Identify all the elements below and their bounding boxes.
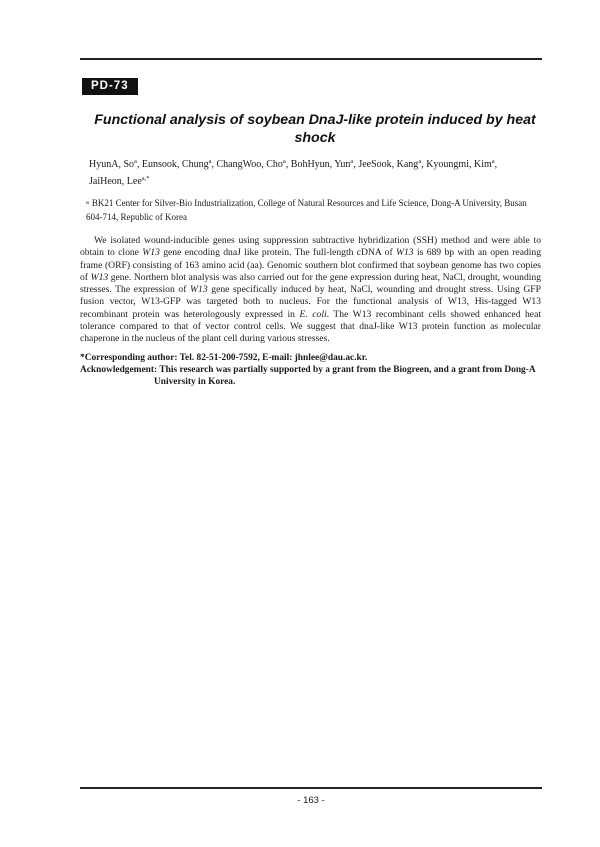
abstract: We isolated wound-inducible genes using suppression subtractive hybridization (SSH) method and were able to obtain to clone W13 gene encoding dnaJ like protein. The full-length cDNA of W13 is 689 bp with an open reading frame (ORF) consisting of 163 amino acid (aa). Genomic southern blot confirmed that soybean genome has two copies of W13 gene. Northern blot analysis was also carried out for the gene expression during heat, NaCl, drought, wounding stresses. The expression of W13 gene specifically induced by heat, NaCl, wounding and drought stress. Using GFP fusion vector, W13-GFP was targeted both to nucleus. For the functional analysis of W13, His-tagged W13 recombinant protein was heterologously expressed in E. coli. The W13 recombinant cells showed enhanced heat tolerance compared to that of vector control cells. We suggest that dnaJ-like W13 protein function as molecular chaperone in the nucleus of the plant cell during various stresses. [80, 235, 542, 345]
author-name: HyunA, So [89, 159, 135, 170]
italic-term: W13 [90, 271, 109, 283]
author [426, 159, 494, 170]
author-name: Eunsook, Chung [141, 159, 209, 170]
author-name: Kyoungmi, Kim [426, 159, 492, 170]
author-affiliation-marker: a [134, 158, 137, 165]
page-number: - 163 - [297, 795, 325, 806]
acknowledgement-label: Acknowledgement: [80, 365, 158, 375]
affiliation-text: BK21 Center for Silver-Bio Industrialization, College of Natural Resources and Life Science, Dong-A University, Busan 604-714, Republic of Korea [86, 198, 527, 222]
author [358, 159, 421, 170]
author-affiliation-marker: a [418, 158, 422, 165]
author [291, 159, 354, 170]
author-affiliation-marker: a [350, 158, 354, 165]
author-name: ChangWoo, Cho [216, 159, 283, 170]
acknowledgement [80, 364, 550, 388]
author [89, 176, 150, 187]
affiliation [86, 196, 541, 224]
session-badge: PD-73 [82, 78, 138, 95]
bottom-rule [80, 787, 542, 789]
italic-term: W13 [142, 247, 160, 259]
acknowledgement-text-line1: This research was partially supported by a grant from the Biogreen, and a grant from Dong-A [159, 365, 536, 375]
acknowledgement-text-line2: University in Korea. [154, 377, 236, 387]
author-name: JaiHeon, Lee [89, 176, 142, 187]
author-name: BohHyun, Yun [290, 159, 351, 170]
author [89, 159, 137, 170]
affiliation-marker: a [86, 199, 89, 206]
paper-title: Functional analysis of soybean DnaJ-like protein induced by heat shock [94, 112, 536, 146]
author-affiliation-marker: a [282, 158, 286, 165]
corresponding-author: *Corresponding author: Tel. 82-51-200-7592, E-mail: jhnlee@dau.ac.kr. [80, 353, 368, 363]
author [216, 159, 285, 170]
author-list: HyunA, So$^a$, Eunsook, Chung$^a$, ChangWoo, Cho$^a$, BohHyun, Yun$^a$, JeeSook, Kang$^a$, Kyoungmi, Kim$^a$, JaiHeon, Lee$^{a,*}$ [89, 158, 498, 187]
author-affiliation-marker: a,* [141, 175, 150, 182]
italic-term: E. coli [299, 308, 327, 320]
notes [80, 352, 550, 388]
italic-term: W13 [190, 284, 208, 296]
author-affiliation-marker: a [491, 158, 495, 165]
author-name: JeeSook, Kang [358, 159, 419, 170]
author-affiliation-marker: a [208, 158, 212, 165]
italic-term: W13 [396, 247, 414, 259]
author [142, 159, 212, 170]
top-rule [80, 58, 542, 60]
